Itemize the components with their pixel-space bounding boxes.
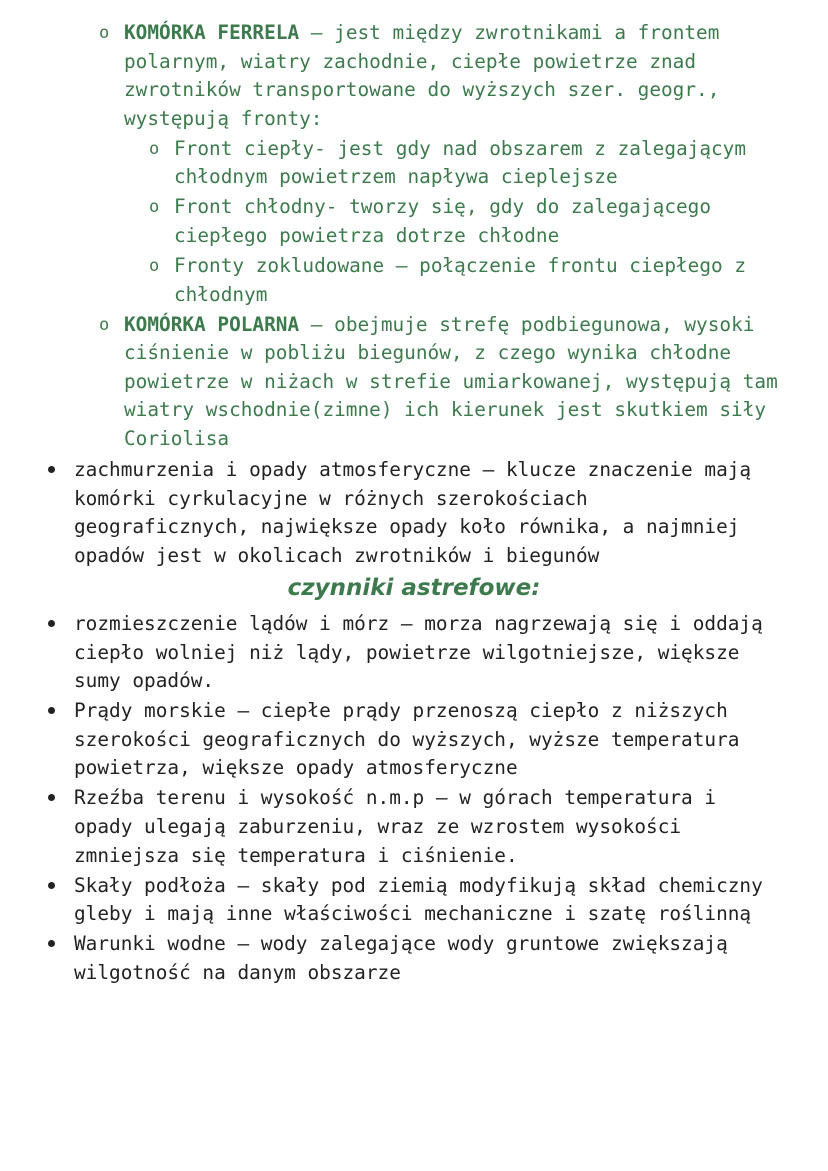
cloudiness-list (0, 456, 774, 572)
item-text: Prądy morskie – ciepłe prądy przenoszą ciepło z niższych szerokości geograficznych do wyższych, wyższe temperatura powietrza, większe opady atmosferyczne (74, 699, 740, 780)
circle-bullet-icon: o (99, 314, 110, 335)
circle-bullet-icon: o (99, 23, 110, 43)
bullet-dot-icon (48, 697, 55, 726)
bullet-dot-icon (48, 930, 55, 959)
circle-bullet-icon: o (149, 138, 160, 159)
bullet-dot-icon (48, 872, 55, 901)
item-text: Warunki wodne – wody zalegające wody gruntowe zwiększają wilgotność na danym obszarze (74, 932, 728, 984)
front-text: Fronty zokludowane – połączenie frontu ciepłego z chłodnym (174, 253, 747, 306)
circulation-cells-list (0, 19, 784, 455)
list-item-front-warm (0, 135, 784, 192)
list-item-zachmurzenia (0, 456, 774, 570)
list-item-polar-cell (0, 311, 784, 454)
circle-bullet-icon: o (149, 255, 160, 276)
front-text: Front ciepły- jest gdy nad obszarem z zalegającym chłodnym powietrzem napływa cieplejsze (174, 136, 747, 189)
list-item-front-cold (0, 193, 784, 250)
item-text: zachmurzenia i opady atmosferyczne – klucze znaczenie mają komórki cyrkulacyjne w różnych szerokościach geograficznych, największe opady koło równika, a najmniej opadów jest w okolicach zwrotników i biegunów (74, 458, 752, 567)
front-text: Front chłodny- tworzy się, gdy do zalegającego ciepłego powietrza dotrze chłodne (174, 195, 712, 247)
polar-title: KOMÓRKA POLARNA (124, 312, 300, 336)
list-item-ferrel-cell (0, 19, 784, 133)
item-text: Skały podłoża – skały pod ziemią modyfikują skład chemiczny gleby i mają inne właściwości mechaniczne i szatę roślinną (74, 873, 763, 926)
bullet-dot-icon (48, 784, 55, 813)
list-item (0, 784, 774, 870)
list-item (0, 697, 774, 783)
item-text: rozmieszczenie lądów i mórz – morza nagrzewają się i oddają ciepło wolniej niż lądy, powietrze wilgotniejsze, większe sumy opadów. (74, 612, 763, 693)
item-text: Rzeźba terenu i wysokość n.m.p – w górach temperatura i opady ulegają zaburzeniu, wraz ze wzrostem wysokości zmniejsza się temperatura i ciśnienie. (74, 786, 717, 867)
list-item (0, 930, 774, 987)
list-item (0, 610, 774, 696)
list-item-front-occluded (0, 252, 784, 309)
bullet-dot-icon (48, 456, 55, 485)
ferrel-title: KOMÓRKA FERRELA (124, 21, 300, 44)
circle-bullet-icon: o (149, 197, 160, 218)
polar-text: – obejmuje strefę podbiegunowa, wysoki ciśnienie w pobliżu biegunów, z czego wynika chłodne powietrze w niżach w strefie umiarkowanej, występują tam wiatry wschodnie(zimne) ich kierunek jest skutkiem siły Coriolisa (124, 312, 778, 450)
azonal-factors-list (0, 610, 774, 989)
ferrel-text: – jest między zwrotnikami a frontem polarnym, wiatry zachodnie, ciepłe powietrze znad zwrotników transportowane do wyższych szer. geogr., występują fronty: (124, 21, 720, 130)
bullet-dot-icon (48, 610, 55, 639)
list-item (0, 872, 774, 929)
section-heading: czynniki astrefowe: (287, 575, 541, 601)
